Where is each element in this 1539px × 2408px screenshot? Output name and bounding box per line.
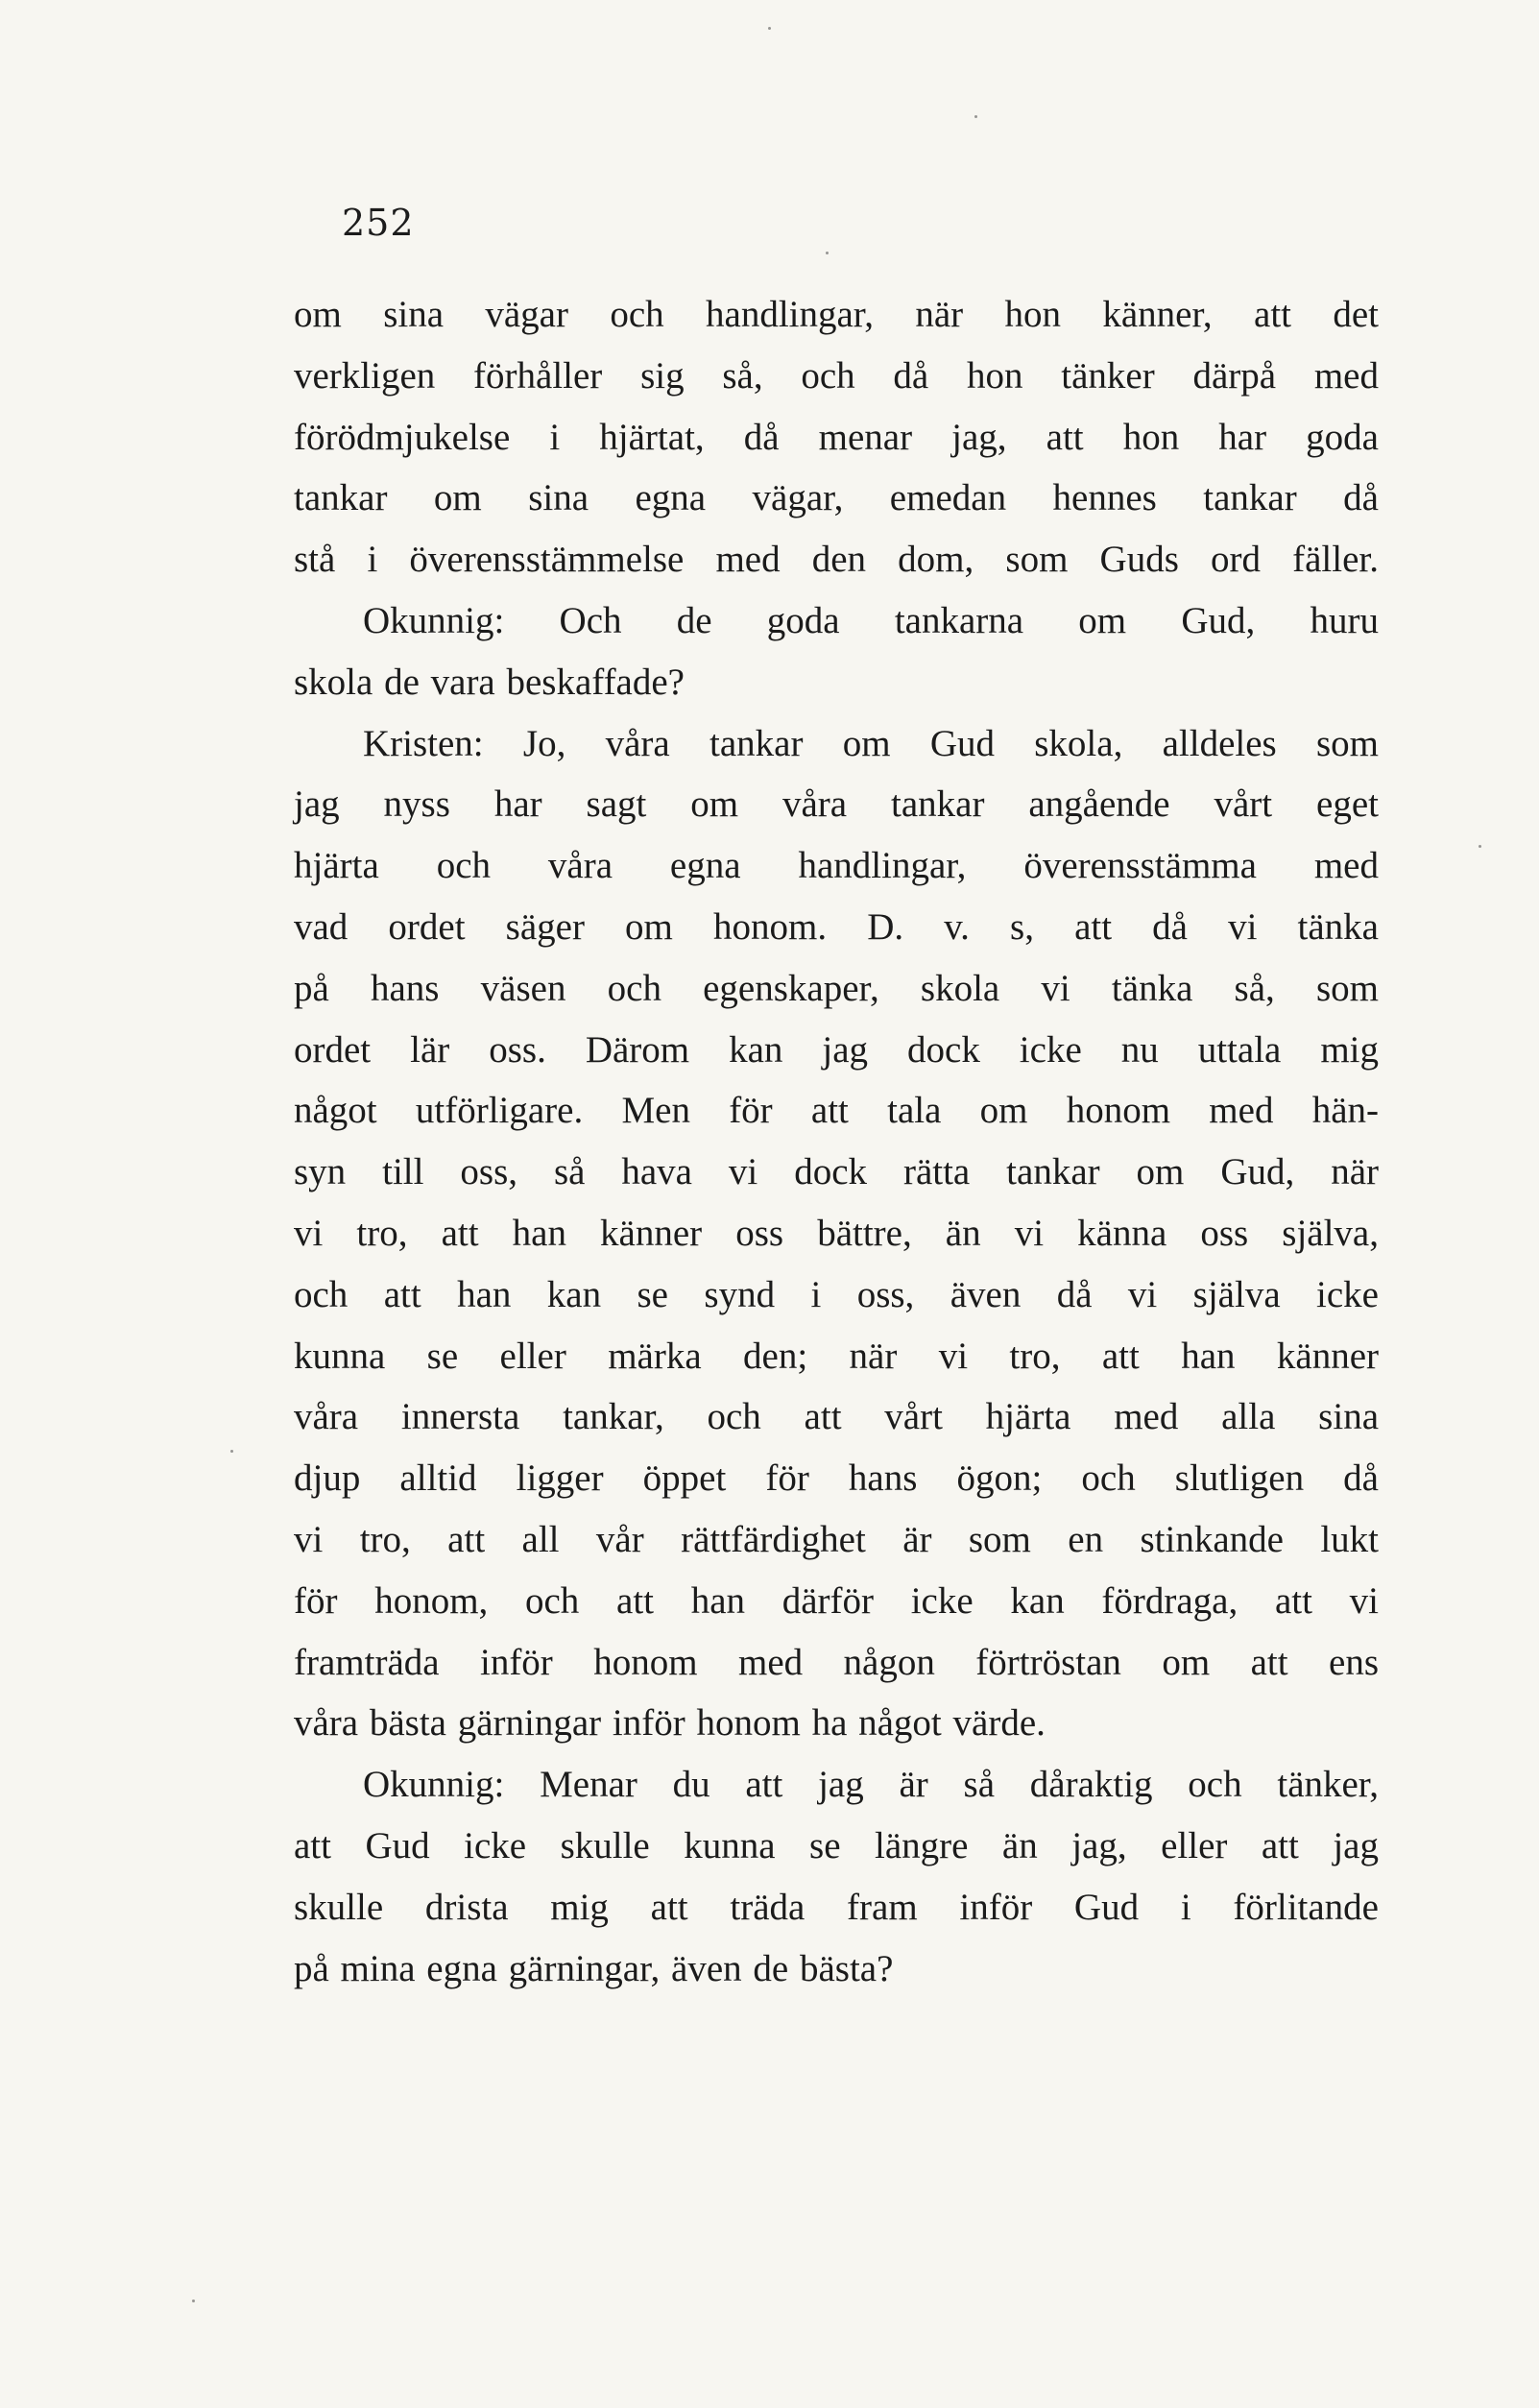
text-line: vi tro, att all vår rättfärdighet är som en stinkande lukt [294,1518,1379,1560]
text-line: på hans väsen och egenskaper, skola vi tänka så, som [294,967,1379,1009]
text-line: stå i överensstämmelse med den dom, som Guds ord fäller. [294,539,1379,581]
text-line: skulle drista mig att träda fram inför Gud i förlitande [294,1886,1379,1928]
text-line: något utförligare. Men för att tala om honom med hän- [294,1090,1379,1132]
text-line: våra innersta tankar, och att vårt hjärta med alla sina [294,1396,1379,1438]
scan-speck [768,27,771,30]
text-line: hjärta och våra egna handlingar, överensstämma med [294,845,1379,887]
text-line: att Gud icke skulle kunna se längre än jag, eller att jag [294,1824,1379,1866]
text-line: förödmjukelse i hjärtat, då menar jag, att hon har goda [294,416,1379,458]
text-line: jag nyss har sagt om våra tankar angående vårt eget [294,783,1379,826]
text-line: och att han kan se synd i oss, även då vi själva icke [294,1273,1379,1315]
text-line: skola de vara beskaffade? [294,661,685,703]
scan-speck [230,1450,233,1453]
text-line: kunna se eller märka den; när vi tro, att han känner [294,1335,1379,1377]
scan-speck [826,252,829,254]
scan-speck [974,115,977,118]
text-line: Okunnig: Och de goda tankarna om Gud, huru [363,599,1379,641]
text-line: vad ordet säger om honom. D. v. s, att då vi tänka [294,905,1379,948]
text-line: om sina vägar och handlingar, när hon känner, att det [294,294,1379,335]
text-line: framträda inför honom med någon förtröstan om att ens [294,1641,1379,1683]
body-text [294,284,1379,1999]
text-line: vi tro, att han känner oss bättre, än vi känna oss själva, [294,1212,1379,1254]
text-line: våra bästa gärningar inför honom ha något värde. [294,1702,1046,1745]
text-line: verkligen förhåller sig så, och då hon tänker därpå med [294,354,1379,397]
text-line: tankar om sina egna vägar, emedan hennes tankar då [294,477,1379,519]
text-line: syn till oss, så hava vi dock rätta tankar om Gud, när [294,1151,1379,1193]
scan-speck [1479,845,1481,848]
text-line: djup alltid ligger öppet för hans ögon; och slutligen då [294,1457,1379,1500]
scan-speck [192,2300,195,2302]
text-line: ordet lär oss. Därom kan jag dock icke nu uttala mig [294,1028,1379,1071]
text-line: Kristen: Jo, våra tankar om Gud skola, alldeles som [363,722,1379,764]
text-line: för honom, och att han därför icke kan fördraga, att vi [294,1579,1379,1622]
text-line: Okunnig: Menar du att jag är så dåraktig och tänker, [363,1764,1379,1806]
text-line: på mina egna gärningar, även de bästa? [294,1947,894,1989]
page-number: 252 [342,202,415,244]
